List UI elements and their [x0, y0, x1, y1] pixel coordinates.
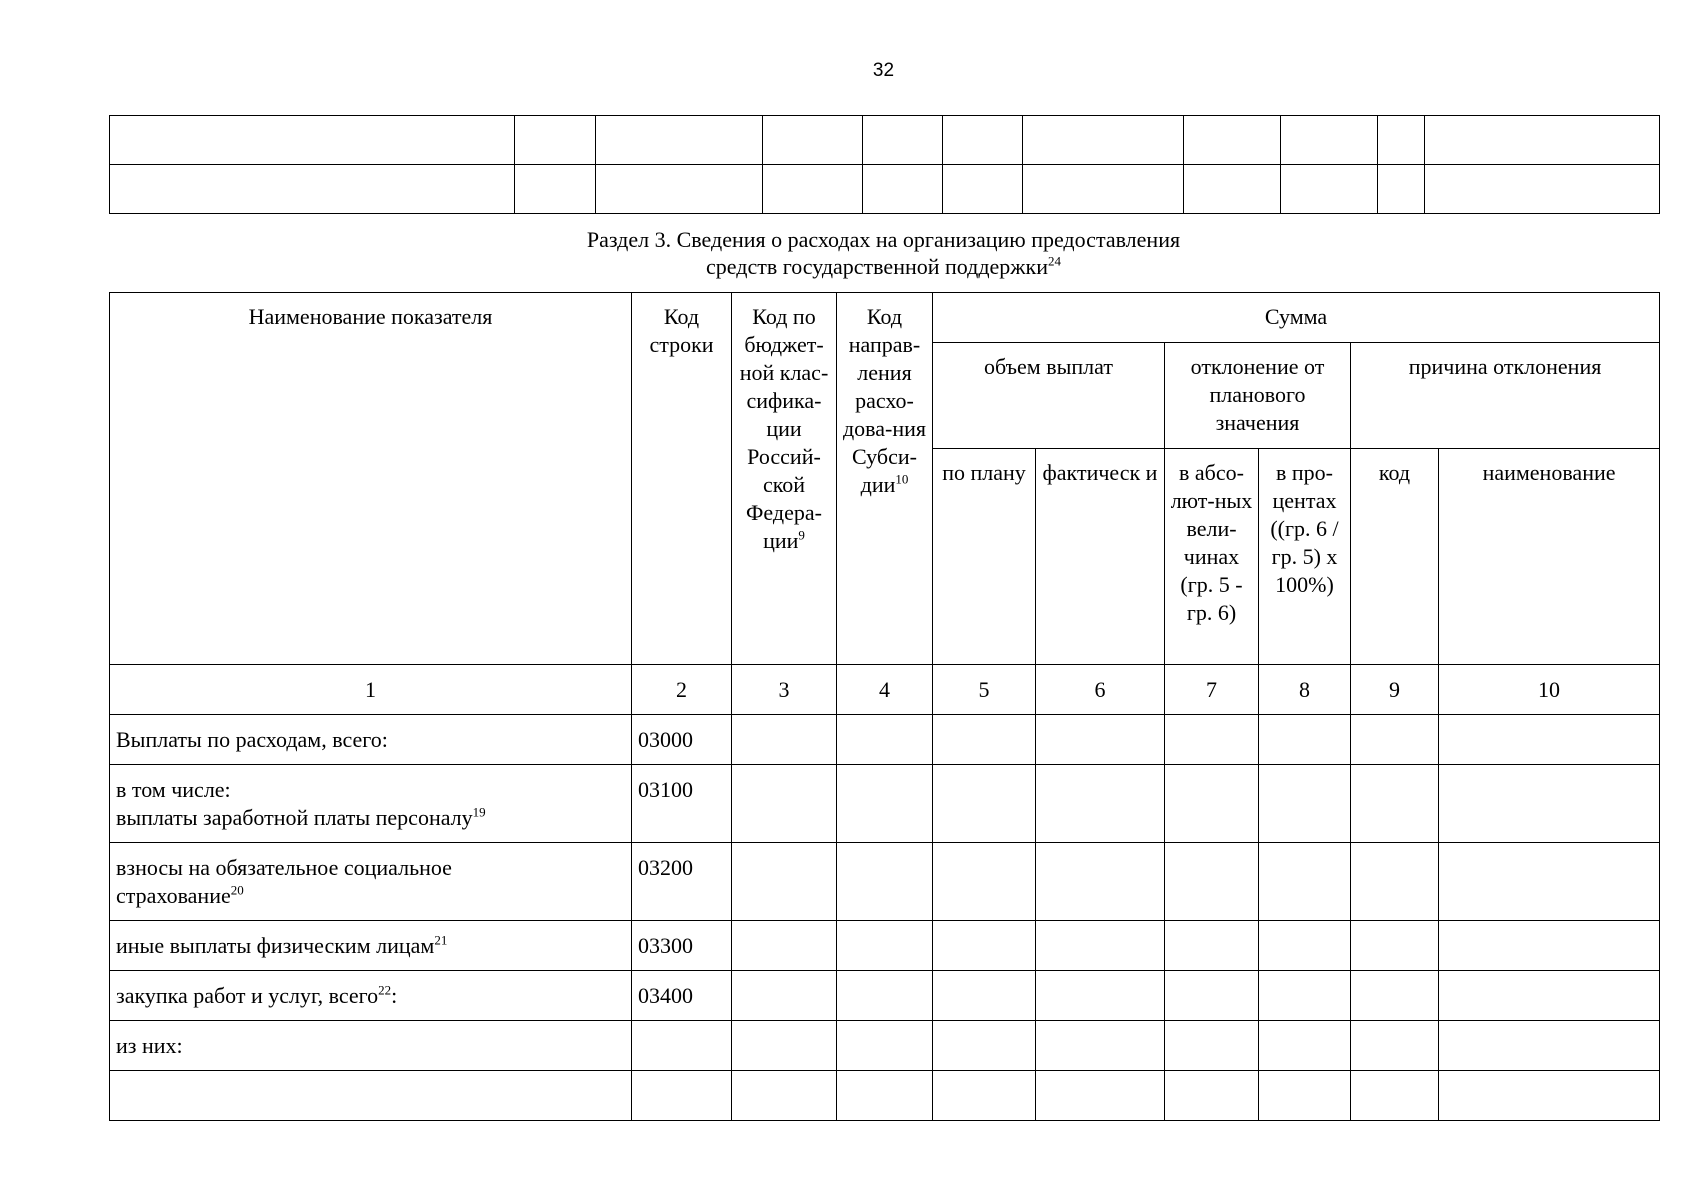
- table-row: [110, 971, 1660, 1021]
- header-percent: в про-центах ((гр. 6 / гр. 5) х 100%): [1259, 449, 1351, 665]
- header-deviation-reason: причина отклонения: [1351, 343, 1660, 449]
- header-actual: фактическ и: [1036, 449, 1165, 665]
- table-row: [110, 1021, 1660, 1071]
- row-label: в том числе: выплаты заработной платы персоналу$^{19}$: [110, 765, 632, 843]
- header-reason-code: код: [1351, 449, 1439, 665]
- column-number: 2: [632, 665, 732, 715]
- row-code: 03400: [632, 971, 732, 1021]
- table-row: [110, 715, 1660, 765]
- column-number: 10: [1439, 665, 1660, 715]
- section-title-line2: средств государственной поддержки$^{24}$: [706, 253, 1061, 279]
- row-code: 03300: [632, 921, 732, 971]
- column-number: 1: [110, 665, 632, 715]
- column-number-row: [110, 665, 1660, 715]
- row-label: иные выплаты физическим лицам$^{21}$: [110, 921, 632, 971]
- section-title: [0, 226, 1697, 280]
- table-row: [110, 1071, 1660, 1121]
- footnote-ref: 24: [1047, 253, 1061, 269]
- row-code: [632, 1021, 732, 1071]
- footnote-ref: 9: [798, 527, 805, 543]
- header-sum: Сумма: [933, 293, 1660, 343]
- row-code: 03100: [632, 765, 732, 843]
- header-name: Наименование показателя: [110, 293, 632, 665]
- table-row: [110, 165, 1660, 214]
- table-row: [110, 843, 1660, 921]
- column-number: 8: [1259, 665, 1351, 715]
- header-by-plan: по плану: [933, 449, 1036, 665]
- table-row: [110, 765, 1660, 843]
- footnote-ref: 22: [378, 982, 392, 998]
- row-code: [632, 1071, 732, 1121]
- header-payments-volume: объем выплат: [933, 343, 1165, 449]
- footnote-ref: 20: [230, 882, 244, 898]
- row-label: взносы на обязательное социальное страхование$^{20}$: [110, 843, 632, 921]
- header-budget-code: Код по бюджет-ной клас-сифика-ции Россий-ской Федера-ции$^9$: [732, 293, 837, 665]
- page-number: 32: [872, 60, 895, 81]
- header-abs-values: в абсо-лют-ных вели-чинах (гр. 5 - гр. 6): [1165, 449, 1259, 665]
- table-row: [110, 116, 1660, 165]
- footnote-ref: 21: [434, 932, 448, 948]
- header-reason-name: наименование: [1439, 449, 1660, 665]
- row-label: Выплаты по расходам, всего:: [110, 715, 632, 765]
- header-deviation: отклонение от планового значения: [1165, 343, 1351, 449]
- header-row-1: [110, 293, 1660, 343]
- column-number: 5: [933, 665, 1036, 715]
- header-row-code: Код строки: [632, 293, 732, 665]
- expenses-table: [109, 292, 1660, 1121]
- column-number: 7: [1165, 665, 1259, 715]
- table-row: [110, 921, 1660, 971]
- row-code: 03200: [632, 843, 732, 921]
- column-number: 3: [732, 665, 837, 715]
- row-label: из них:: [110, 1021, 632, 1071]
- footnote-ref: 19: [472, 804, 486, 820]
- row-label: закупка работ и услуг, всего$^{22}$:: [110, 971, 632, 1021]
- row-code: 03000: [632, 715, 732, 765]
- footnote-ref: 10: [895, 471, 909, 487]
- section-title-line1: Раздел 3. Сведения о расходах на организацию предоставления: [586, 227, 1181, 252]
- row-label: [110, 1071, 632, 1121]
- column-number: 4: [837, 665, 933, 715]
- column-number: 9: [1351, 665, 1439, 715]
- header-direction-code: Код направ-ления расхо-дова-ния Субси-дии$^{10}$: [837, 293, 933, 665]
- continuation-table: [109, 115, 1660, 214]
- column-number: 6: [1036, 665, 1165, 715]
